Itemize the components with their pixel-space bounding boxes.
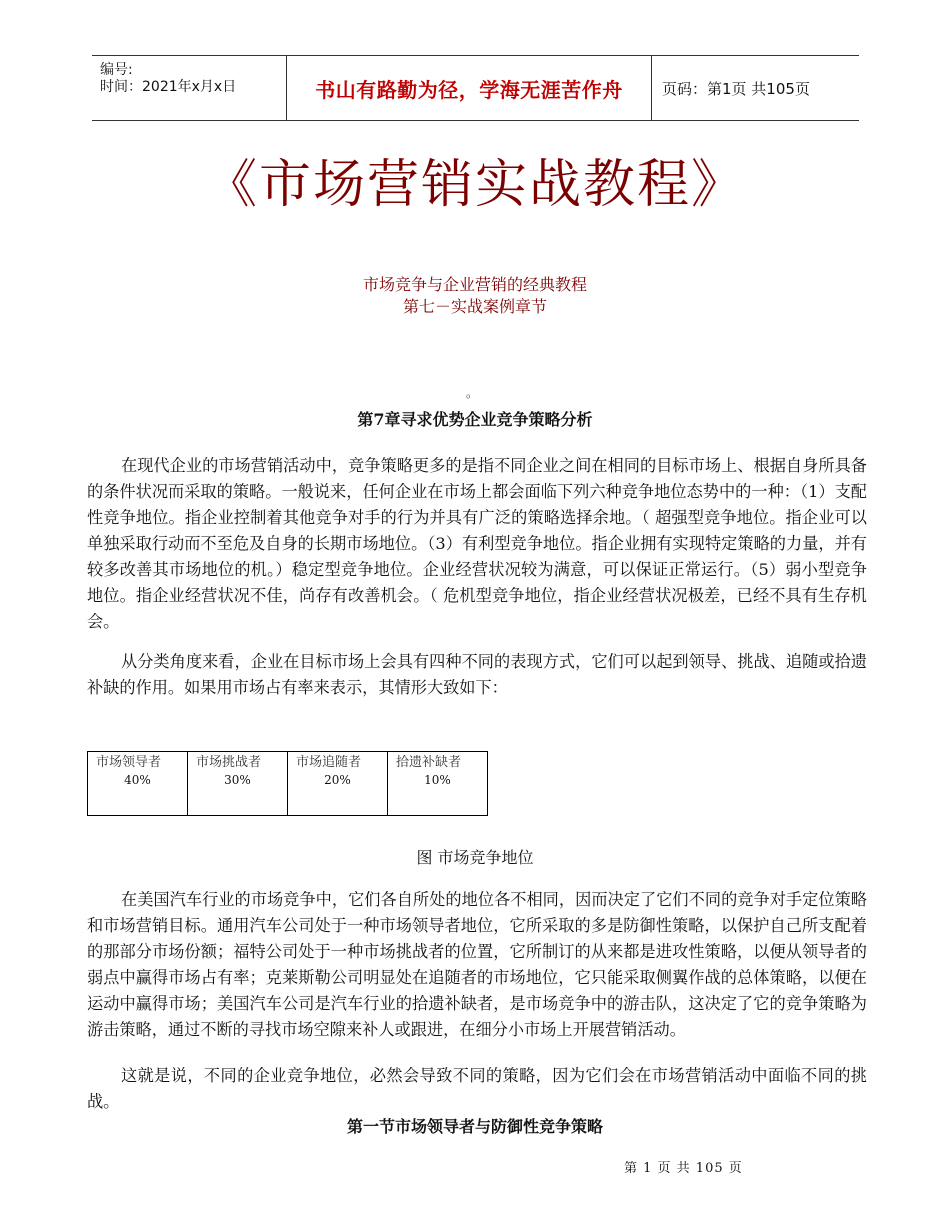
section-heading: 第一节市场领导者与防御性竞争策略 <box>346 1117 603 1136</box>
time-label: 时间：2021年x月x日 <box>100 79 237 95</box>
table-cell <box>288 752 388 816</box>
page-header <box>92 55 859 121</box>
subtitle-line-2: 第七－实战案例章节 <box>402 297 547 316</box>
header-motto: 书山有路勤为径，学海无涯苦作舟 <box>286 56 652 120</box>
cell-label: 市场领导者 <box>96 755 162 770</box>
cell-value: 20% <box>324 773 351 787</box>
cell-value: 40% <box>124 773 151 787</box>
cell-label: 市场追随者 <box>296 755 362 770</box>
subtitle-line-1: 市场竞争与企业营销的经典教程 <box>362 275 587 294</box>
market-position-table <box>87 751 488 816</box>
small-mark: 。 <box>466 386 479 400</box>
paragraph-conclusion: 这就是说，不同的企业竞争地位，必然会导致不同的策略，因为它们会在市场营销活动中面临不同的挑战。 <box>87 1066 867 1111</box>
paragraph-classification: 从分类角度来看，企业在目标市场上会具有四种不同的表现方式，它们可以起到领导、挑战、追随或拾遗补缺的作用。如果用市场占有率来表示，其情形大致如下： <box>87 652 867 697</box>
chapter-heading: 第7章寻求优势企业竞争策略分析 <box>357 410 593 429</box>
paragraph-intro: 在现代企业的市场营销活动中，竞争策略更多的是指不同企业之间在相同的目标市场上、根据自身所具备的条件状况而采取的策略。一般说来，任何企业在市场上都会面临下列六种竞争地位态势中的一种：（1）支配性竞争地位。指企业控制着其他竞争对手的行为并具有广泛的策略选择余地。（ 超强型竞争地位。指企业可以单独采取行动而不至危及自身的长期市场地位。（3）有利型竞争地位。指企业拥有实现特定策略的力量，并有较多改善其市场地位的机。）稳定型竞争地位。企业经营状况较为满意，可以保证正常运行。（5）弱小型竞争地位。指企业经营状况不佳，尚存有改善机会。（ 危机型竞争地位，指企业经营状况极差，已经不具有生存机会。 <box>87 456 867 631</box>
paragraph-auto-industry: 在美国汽车行业的市场竞争中，它们各自所处的地位各不相同，因而决定了它们不同的竞争对手定位策略和市场营销目标。通用汽车公司处于一种市场领导者地位，它所采取的多是防御性策略，以保护自己所支配着的那部分市场份额；福特公司处于一种市场挑战者的位置，它所制订的从来都是进攻性策略，以便从领导者的弱点中赢得市场占有率；克莱斯勒公司明显处在追随者的市场地位，它只能采取侧翼作战的总体策略，以便在运动中赢得市场；美国汽车公司是汽车行业的拾遗补缺者，是市场竞争中的游击队，这决定了它的竞争策略为游击策略，通过不断的寻找市场空隙来补人或跟进，在细分小市场上开展营销活动。 <box>87 890 867 1039</box>
table-cell <box>188 752 288 816</box>
page-footer: 第 1 页 共 105 页 <box>624 1161 743 1176</box>
table-row <box>88 752 488 816</box>
document-title: 《市场营销实战教程》 <box>204 155 745 215</box>
cell-label: 拾遗补缺者 <box>396 755 462 770</box>
table-cell <box>388 752 488 816</box>
header-page-info: 页码：第1页 共105页 <box>662 79 810 98</box>
cell-value: 30% <box>224 773 251 787</box>
table-cell <box>88 752 188 816</box>
cell-label: 市场挑战者 <box>196 755 262 770</box>
number-label: 编号: <box>100 62 133 78</box>
figure-caption: 图 市场竞争地位 <box>416 848 534 867</box>
cell-value: 10% <box>424 773 451 787</box>
header-meta <box>92 56 286 120</box>
